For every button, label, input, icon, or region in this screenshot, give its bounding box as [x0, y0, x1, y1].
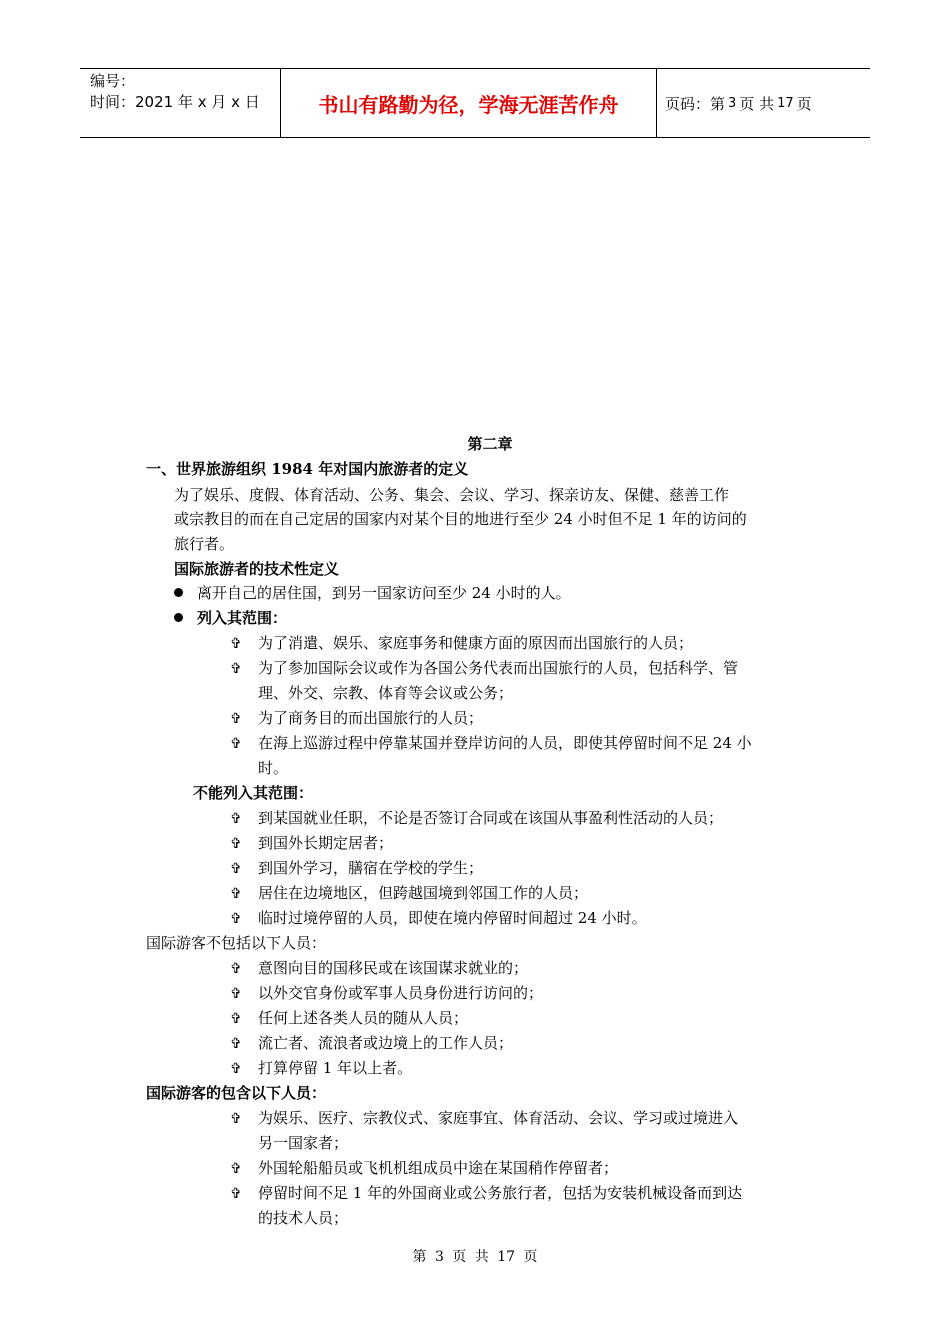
cross-bullet-icon: ✞: [230, 836, 242, 852]
list-item: ✞ 在海上巡游过程中停靠某国并登岸访问的人员，即使其停留时间不足 24 小: [230, 731, 752, 756]
section1-heading: 一、世界旅游组织 1984 年对国内旅游者的定义: [146, 460, 469, 478]
cross-bullet-icon: ✞: [230, 961, 242, 977]
list-item: ✞ 为了消遣、娱乐、家庭事务和健康方面的原因而出国旅行的人员；: [230, 631, 693, 656]
list-item: ✞ 为了参加国际会议或作为各国公务代表而出国旅行的人员，包括科学、管: [230, 656, 738, 681]
cross-bullet-icon: ✞: [230, 811, 242, 827]
page-suffix: 页: [796, 94, 812, 113]
list-item: ✞ 到国外学习，膳宿在学校的学生；: [230, 856, 483, 881]
bullet-icon: [174, 613, 183, 622]
cross-bullet-icon: ✞: [230, 1011, 242, 1027]
header-page-info: [657, 69, 870, 137]
page-footer: 第 3 页 共 17 页: [412, 1249, 538, 1265]
intl-def-heading: 国际旅游者的技术性定义: [174, 560, 340, 578]
cross-bullet-icon: ✞: [230, 636, 242, 652]
excluded-heading: 不能列入其范围：: [193, 784, 314, 802]
cross-bullet-icon: ✞: [230, 736, 242, 752]
section1-para-line: 旅行者。: [174, 535, 235, 553]
cross-bullet-icon: ✞: [230, 1036, 242, 1052]
cross-bullet-icon: ✞: [230, 661, 242, 677]
list-item-continuation: 理、外交、宗教、体育等会议或公务；: [258, 684, 514, 702]
section1-para-line: 为了娱乐、度假、体育活动、公务、集会、会议、学习、探亲访友、保健、慈善工作: [174, 486, 730, 504]
list-item-continuation: 时。: [258, 759, 289, 777]
page-header: [80, 68, 870, 138]
chapter-title: 第二章: [467, 435, 513, 453]
list-item: ✞ 到国外长期定居者；: [230, 831, 393, 856]
page-current: 3: [728, 95, 737, 111]
cross-bullet-icon: ✞: [230, 711, 242, 727]
header-meta: [80, 69, 281, 137]
list-item-continuation: 另一国家者；: [258, 1134, 349, 1152]
cross-bullet-icon: ✞: [230, 1186, 242, 1202]
list-item: ✞ 为了商务目的而出国旅行的人员；: [230, 706, 483, 731]
list-item: ✞ 临时过境停留的人员，即使在境内停留时间超过 24 小时。: [230, 906, 647, 931]
cross-bullet-icon: ✞: [230, 986, 242, 1002]
serial-label: 编号：: [90, 72, 136, 90]
cross-bullet-icon: ✞: [230, 886, 242, 902]
list-item: ✞ 意图向目的国移民或在该国谋求就业的；: [230, 956, 528, 981]
cross-bullet-icon: ✞: [230, 1111, 242, 1127]
page-prefix: 页码：第: [665, 94, 726, 113]
page-total: 17: [777, 95, 794, 111]
cross-bullet-icon: ✞: [230, 1061, 242, 1077]
list-item: ✞ 任何上述各类人员的随从人员；: [230, 1006, 468, 1031]
section1-para-line: 或宗教目的而在自己定居的国家内对某个目的地进行至少 24 小时但不足 1 年的访问的: [174, 510, 747, 528]
list-item: ✞ 外国轮船船员或飞机机组成员中途在某国稍作停留者；: [230, 1156, 618, 1181]
date-label: 时间：2021 年 x 月 x 日: [90, 93, 260, 111]
not-include-heading: 国际游客不包括以下人员：: [146, 934, 327, 952]
list-item: ✞ 流亡者、流浪者或边境上的工作人员；: [230, 1031, 513, 1056]
list-item: ✞ 居住在边境地区，但跨越国境到邻国工作的人员；: [230, 881, 588, 906]
cross-bullet-icon: ✞: [230, 1161, 242, 1177]
page-mid: 页 共: [739, 94, 775, 113]
list-item: ✞ 为娱乐、医疗、宗教仪式、家庭事宜、体育活动、会议、学习或过境进入: [230, 1106, 738, 1131]
cross-bullet-icon: ✞: [230, 911, 242, 927]
header-motto: 书山有路勤为径，学海无涯苦作舟: [281, 69, 657, 137]
cross-bullet-icon: ✞: [230, 861, 242, 877]
list-item-continuation: 的技术人员；: [258, 1209, 349, 1227]
list-item: 列入其范围：: [174, 606, 287, 630]
list-item: ✞ 以外交官身份或军事人员身份进行访问的；: [230, 981, 543, 1006]
include-heading: 国际游客的包含以下人员：: [146, 1084, 327, 1102]
list-item: 离开自己的居住国，到另一国家访问至少 24 小时的人。: [174, 581, 571, 605]
list-item: ✞ 停留时间不足 1 年的外国商业或公务旅行者，包括为安装机械设备而到达: [230, 1181, 742, 1206]
list-item: ✞ 到某国就业任职，不论是否签订合同或在该国从事盈利性活动的人员；: [230, 806, 723, 831]
bullet-icon: [174, 588, 183, 597]
list-item: ✞ 打算停留 1 年以上者。: [230, 1056, 412, 1081]
